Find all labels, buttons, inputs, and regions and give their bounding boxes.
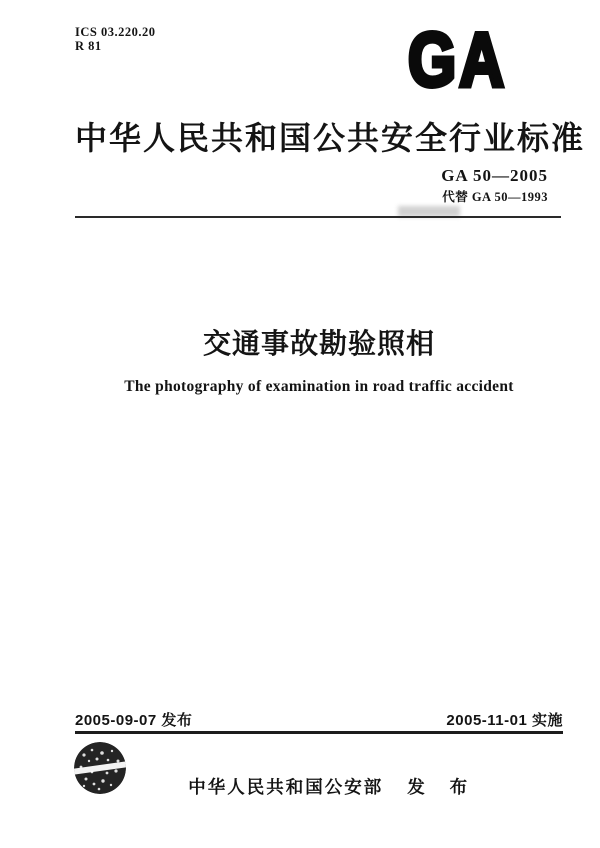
ics-classification — [75, 25, 155, 54]
header-divider-rule — [75, 216, 561, 218]
issuing-authority: 中华人民共和国公安部 — [188, 777, 384, 797]
stamp-seal-icon — [72, 741, 128, 797]
ics-code: ICS 03.220.20 — [75, 25, 156, 39]
footer-divider-rule — [75, 731, 563, 734]
standard-designation — [441, 166, 548, 205]
ga-logo: GA — [408, 19, 507, 104]
standard-code: GA 50—2005 — [441, 166, 548, 185]
issuer-line — [75, 753, 563, 820]
document-title-zh: 交通事故勘验照相 — [202, 328, 435, 359]
dates-row — [75, 709, 563, 730]
replaced-standard: 代替 GA 50—1993 — [442, 190, 548, 204]
publish-label: 发 布 — [407, 777, 478, 797]
classification-code: R 81 — [75, 39, 102, 54]
implementation-date: 2005-11-01 实施 — [446, 712, 563, 729]
issue-date: 2005-09-07 发布 — [75, 712, 193, 729]
standard-class-title: 中华人民共和国公共安全行业标准 — [75, 120, 586, 156]
document-title-en: The photography of examination in road traffic accident — [124, 378, 514, 395]
